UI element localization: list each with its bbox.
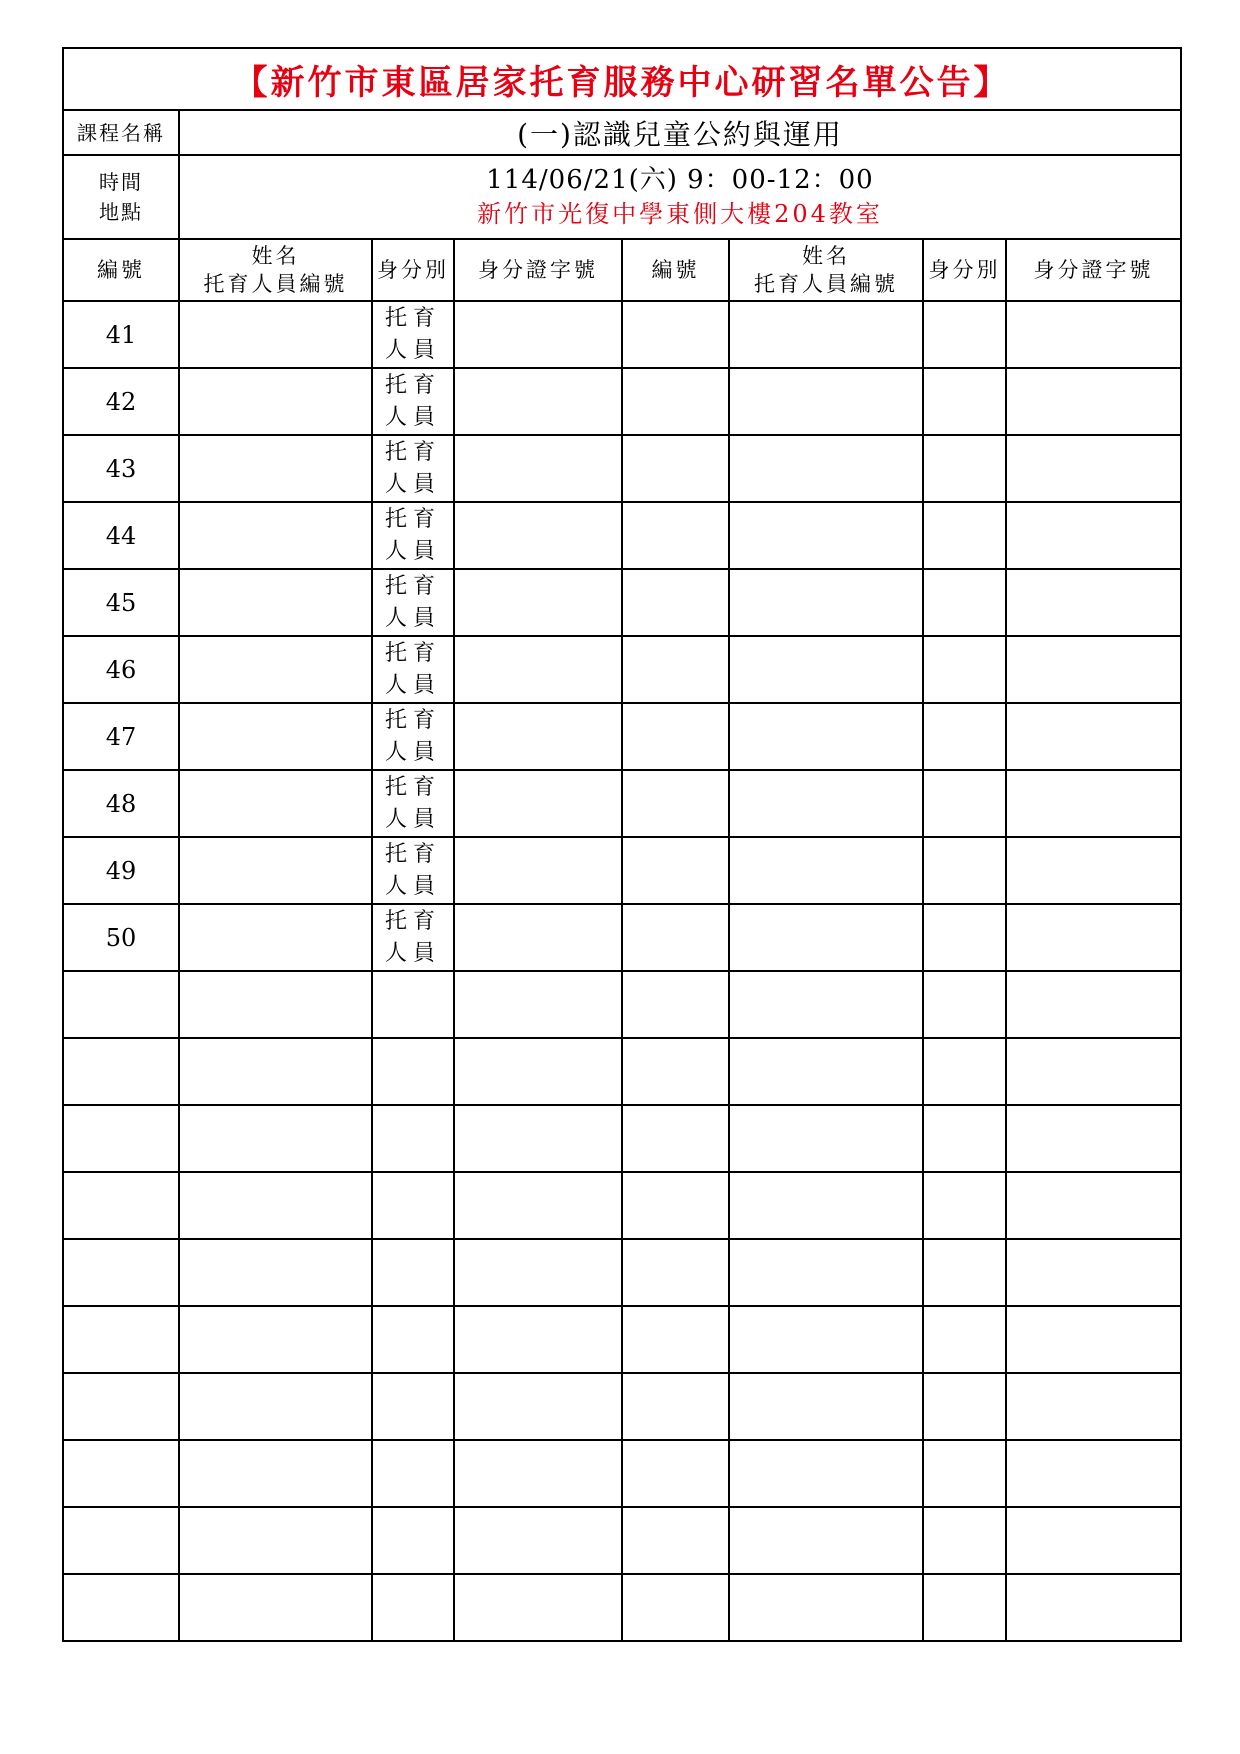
row-name-left: [179, 502, 372, 569]
row-role-right: [923, 1373, 1006, 1440]
role-line-2: 人員: [384, 873, 441, 899]
row-id-right: [1006, 1239, 1181, 1306]
course-name: (一)認識兒童公約與運用: [179, 110, 1181, 155]
row-role-right: [923, 770, 1006, 837]
row-number-right: [622, 1239, 729, 1306]
row-role-right: [923, 301, 1006, 368]
course-row: [63, 110, 1181, 155]
role-line-1: 托育: [384, 640, 441, 666]
row-id-right: [1006, 1507, 1181, 1574]
row-id-right: [1006, 1038, 1181, 1105]
row-id-right: [1006, 569, 1181, 636]
page-title: 【新竹市東區居家托育服務中心研習名單公告】: [63, 48, 1181, 110]
row-role-right: [923, 1239, 1006, 1306]
row-name-right: [729, 1105, 923, 1172]
row-number-right: [622, 1373, 729, 1440]
row-role-right: [923, 1172, 1006, 1239]
row-role-right: [923, 1507, 1006, 1574]
row-name-left: [179, 770, 372, 837]
role-line-2: 人員: [384, 940, 441, 966]
time-place-row: [63, 155, 1181, 239]
row-role-left: [372, 1373, 454, 1440]
row-role-left: [372, 301, 454, 368]
row-id-left: [454, 636, 622, 703]
row-number: [63, 1105, 179, 1172]
row-number: 48: [63, 770, 179, 837]
row-name-left: [179, 837, 372, 904]
row-name-right: [729, 1507, 923, 1574]
header-id-left: 身分證字號: [454, 239, 622, 301]
row-number-right: [622, 368, 729, 435]
row-number-right: [622, 1105, 729, 1172]
table-row: [63, 435, 1181, 502]
row-id-left: [454, 301, 622, 368]
row-id-right: [1006, 1574, 1181, 1641]
row-name-right: [729, 971, 923, 1038]
session-place: 新竹市光復中學東側大樓204教室: [477, 200, 883, 228]
row-name-left: [179, 636, 372, 703]
row-number-right: [622, 1440, 729, 1507]
row-id-left: [454, 1306, 622, 1373]
row-number-right: [622, 1306, 729, 1373]
row-role-right: [923, 502, 1006, 569]
row-role-left: [372, 368, 454, 435]
table-row: [63, 1440, 1181, 1507]
header-role-left: 身分別: [372, 239, 454, 301]
row-name-right: [729, 636, 923, 703]
row-id-left: [454, 770, 622, 837]
row-id-right: [1006, 636, 1181, 703]
row-role-left: [372, 1239, 454, 1306]
row-role-left: [372, 502, 454, 569]
header-name-right: [729, 239, 923, 301]
row-name-right: [729, 1239, 923, 1306]
row-name-left: [179, 1440, 372, 1507]
row-id-right: [1006, 1105, 1181, 1172]
row-name-right: [729, 904, 923, 971]
row-number: 41: [63, 301, 179, 368]
row-role-left: [372, 703, 454, 770]
row-role-right: [923, 971, 1006, 1038]
row-role-right: [923, 1038, 1006, 1105]
row-id-left: [454, 1239, 622, 1306]
row-id-left: [454, 837, 622, 904]
row-id-right: [1006, 435, 1181, 502]
table-row: [63, 1239, 1181, 1306]
row-number: 44: [63, 502, 179, 569]
table-row: [63, 1574, 1181, 1641]
row-id-left: [454, 1574, 622, 1641]
table-row: [63, 1105, 1181, 1172]
row-id-right: [1006, 1373, 1181, 1440]
role-line-2: 人員: [384, 538, 441, 564]
row-number-right: [622, 971, 729, 1038]
row-name-left: [179, 1239, 372, 1306]
table-row: [63, 569, 1181, 636]
row-name-right: [729, 1172, 923, 1239]
header-name-line1: 姓名: [251, 244, 300, 268]
row-name-right: [729, 1440, 923, 1507]
table-row: [63, 837, 1181, 904]
row-number-right: [622, 1507, 729, 1574]
row-id-right: [1006, 1306, 1181, 1373]
row-name-right: [729, 703, 923, 770]
role-line-2: 人員: [384, 806, 441, 832]
row-role-right: [923, 1574, 1006, 1641]
row-role-right: [923, 703, 1006, 770]
header-role-right: 身分別: [923, 239, 1006, 301]
row-role-left: [372, 971, 454, 1038]
row-id-right: [1006, 837, 1181, 904]
header-number-left: 編號: [63, 239, 179, 301]
row-number: 47: [63, 703, 179, 770]
row-id-left: [454, 1105, 622, 1172]
row-name-left: [179, 971, 372, 1038]
row-role-left: [372, 1440, 454, 1507]
row-id-left: [454, 904, 622, 971]
row-id-right: [1006, 904, 1181, 971]
row-role-left: [372, 1507, 454, 1574]
row-number-right: [622, 837, 729, 904]
role-line-1: 托育: [384, 774, 441, 800]
row-name-left: [179, 1574, 372, 1641]
row-id-left: [454, 569, 622, 636]
role-line-1: 托育: [384, 372, 441, 398]
column-header-row: [63, 239, 1181, 301]
table-row: [63, 904, 1181, 971]
row-name-left: [179, 435, 372, 502]
table-row: [63, 1038, 1181, 1105]
table-row: [63, 502, 1181, 569]
row-name-right: [729, 301, 923, 368]
row-role-right: [923, 569, 1006, 636]
row-role-left: [372, 1105, 454, 1172]
row-id-left: [454, 1507, 622, 1574]
row-role-left: [372, 837, 454, 904]
row-name-left: [179, 368, 372, 435]
row-number: [63, 1172, 179, 1239]
row-name-right: [729, 1574, 923, 1641]
row-name-right: [729, 1373, 923, 1440]
row-role-right: [923, 1440, 1006, 1507]
row-role-left: [372, 435, 454, 502]
time-place-label: [63, 155, 179, 239]
row-id-right: [1006, 1440, 1181, 1507]
header-name-line2: 托育人員編號: [203, 272, 348, 296]
row-role-left: [372, 770, 454, 837]
time-label: 時間: [99, 170, 143, 194]
header-number-right: 編號: [622, 239, 729, 301]
header-name-line2: 托育人員編號: [754, 272, 898, 296]
row-role-right: [923, 636, 1006, 703]
role-line-2: 人員: [384, 404, 441, 430]
row-id-left: [454, 1373, 622, 1440]
row-id-left: [454, 1172, 622, 1239]
row-name-left: [179, 904, 372, 971]
row-id-left: [454, 1440, 622, 1507]
role-line-1: 托育: [384, 707, 441, 733]
row-id-left: [454, 368, 622, 435]
row-number-right: [622, 770, 729, 837]
row-number-right: [622, 1172, 729, 1239]
row-role-right: [923, 904, 1006, 971]
role-line-2: 人員: [384, 672, 441, 698]
row-number: [63, 1306, 179, 1373]
row-id-right: [1006, 368, 1181, 435]
row-name-left: [179, 1507, 372, 1574]
table-row: [63, 368, 1181, 435]
row-id-left: [454, 1038, 622, 1105]
header-id-right: 身分證字號: [1006, 239, 1181, 301]
row-role-right: [923, 837, 1006, 904]
role-line-1: 托育: [384, 908, 441, 934]
row-id-left: [454, 502, 622, 569]
row-number: 43: [63, 435, 179, 502]
row-role-right: [923, 435, 1006, 502]
row-role-left: [372, 1306, 454, 1373]
row-name-right: [729, 1038, 923, 1105]
time-place-value: [179, 155, 1181, 239]
table-row: [63, 1306, 1181, 1373]
row-number: 42: [63, 368, 179, 435]
row-id-left: [454, 971, 622, 1038]
row-number: [63, 1440, 179, 1507]
row-id-left: [454, 435, 622, 502]
role-line-1: 托育: [384, 506, 441, 532]
row-name-right: [729, 569, 923, 636]
title-row: [63, 48, 1181, 110]
role-line-2: 人員: [384, 739, 441, 765]
row-name-left: [179, 1306, 372, 1373]
header-name-line1: 姓名: [802, 244, 850, 268]
row-number: [63, 1373, 179, 1440]
row-role-left: [372, 1574, 454, 1641]
row-role-left: [372, 569, 454, 636]
row-role-right: [923, 1105, 1006, 1172]
row-name-right: [729, 368, 923, 435]
row-name-right: [729, 770, 923, 837]
table-row: [63, 770, 1181, 837]
row-name-left: [179, 1038, 372, 1105]
row-number: [63, 1574, 179, 1641]
row-role-left: [372, 904, 454, 971]
row-name-right: [729, 1306, 923, 1373]
row-role-left: [372, 1172, 454, 1239]
row-name-right: [729, 435, 923, 502]
row-number-right: [622, 502, 729, 569]
table-row: [63, 1373, 1181, 1440]
course-label: 課程名稱: [63, 110, 179, 155]
row-name-left: [179, 301, 372, 368]
row-number: [63, 1507, 179, 1574]
row-number-right: [622, 301, 729, 368]
row-number: [63, 971, 179, 1038]
row-number: 46: [63, 636, 179, 703]
role-line-1: 托育: [384, 841, 441, 867]
place-label: 地點: [99, 200, 143, 224]
row-id-right: [1006, 502, 1181, 569]
table-row: [63, 636, 1181, 703]
row-name-left: [179, 1172, 372, 1239]
role-line-1: 托育: [384, 573, 441, 599]
role-line-2: 人員: [384, 337, 441, 363]
role-line-2: 人員: [384, 471, 441, 497]
row-role-right: [923, 368, 1006, 435]
row-id-right: [1006, 703, 1181, 770]
row-number-right: [622, 636, 729, 703]
row-number: 45: [63, 569, 179, 636]
table-row: [63, 703, 1181, 770]
row-id-right: [1006, 301, 1181, 368]
row-name-left: [179, 1105, 372, 1172]
roster-table: [62, 47, 1182, 1642]
row-name-left: [179, 1373, 372, 1440]
role-line-1: 托育: [384, 439, 441, 465]
row-name-right: [729, 502, 923, 569]
row-id-right: [1006, 1172, 1181, 1239]
row-id-right: [1006, 971, 1181, 1038]
row-number-right: [622, 703, 729, 770]
row-number: [63, 1239, 179, 1306]
session-time: 114/06/21(六) 9：00-12：00: [486, 165, 874, 195]
row-name-left: [179, 569, 372, 636]
role-line-2: 人員: [384, 605, 441, 631]
table-row: [63, 1507, 1181, 1574]
row-name-right: [729, 837, 923, 904]
row-number-right: [622, 569, 729, 636]
header-name-left: [179, 239, 372, 301]
row-id-left: [454, 703, 622, 770]
row-role-left: [372, 1038, 454, 1105]
row-role-right: [923, 1306, 1006, 1373]
row-number-right: [622, 1038, 729, 1105]
row-number-right: [622, 435, 729, 502]
table-row: [63, 1172, 1181, 1239]
row-number-right: [622, 1574, 729, 1641]
row-number: 49: [63, 837, 179, 904]
row-number-right: [622, 904, 729, 971]
table-row: [63, 971, 1181, 1038]
row-number: [63, 1038, 179, 1105]
role-line-1: 托育: [384, 305, 441, 331]
row-role-left: [372, 636, 454, 703]
table-row: [63, 301, 1181, 368]
row-id-right: [1006, 770, 1181, 837]
row-name-left: [179, 703, 372, 770]
row-number: 50: [63, 904, 179, 971]
